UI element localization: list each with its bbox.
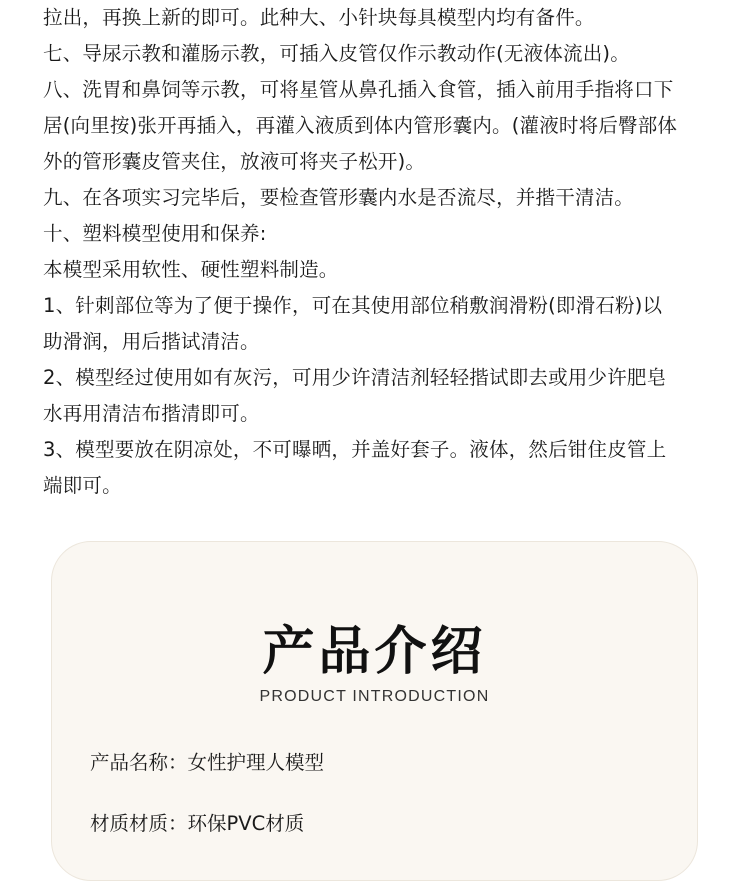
instruction-line: 2、模型经过使用如有灰污，可用少许清洁剂轻轻揩试即去或用少许肥皂 xyxy=(43,366,667,389)
product-intro-card xyxy=(51,541,698,881)
spec-material: 材质材质：环保PVC材质 xyxy=(90,812,305,835)
instruction-line: 端即可。 xyxy=(43,474,122,497)
instruction-line: 本模型采用软性、硬性塑料制造。 xyxy=(43,258,339,281)
instruction-line: 居(向里按)张开再插入，再灌入液质到体内管形囊内。(灌液时将后臀部体 xyxy=(43,114,678,137)
instruction-line: 十、塑料模型使用和保养: xyxy=(43,222,267,245)
instruction-line: 1、针刺部位等为了便于操作，可在其使用部位稍敷润滑粉(即滑石粉)以 xyxy=(43,294,663,317)
product-intro-subtitle: PRODUCT INTRODUCTION xyxy=(259,688,490,705)
instruction-line: 3、模型要放在阴凉处，不可曝晒，并盖好套子。液体，然后钳住皮管上 xyxy=(43,438,667,461)
instruction-line: 七、导尿示教和灌肠示教，可插入皮管仅作示教动作(无液体流出)。 xyxy=(43,42,630,65)
instructions-text xyxy=(43,0,723,504)
instruction-line: 水再用清洁布揩清即可。 xyxy=(43,402,260,425)
instruction-line: 拉出，再换上新的即可。此种大、小针块每具模型内均有备件。 xyxy=(43,6,595,29)
instruction-line: 外的管形囊皮管夹住，放液可将夹子松开)。 xyxy=(43,150,426,173)
instruction-line: 助滑润，用后揩试清洁。 xyxy=(43,330,260,353)
product-intro-title: 产品介绍 xyxy=(262,622,487,682)
spec-product-name: 产品名称：女性护理人模型 xyxy=(90,751,325,774)
instruction-line: 八、洗胃和鼻饲等示教，可将星管从鼻孔插入食管，插入前用手指将口下 xyxy=(43,78,674,101)
instruction-line: 九、在各项实习完毕后，要检查管形囊内水是否流尽，并揩干清洁。 xyxy=(43,186,635,209)
